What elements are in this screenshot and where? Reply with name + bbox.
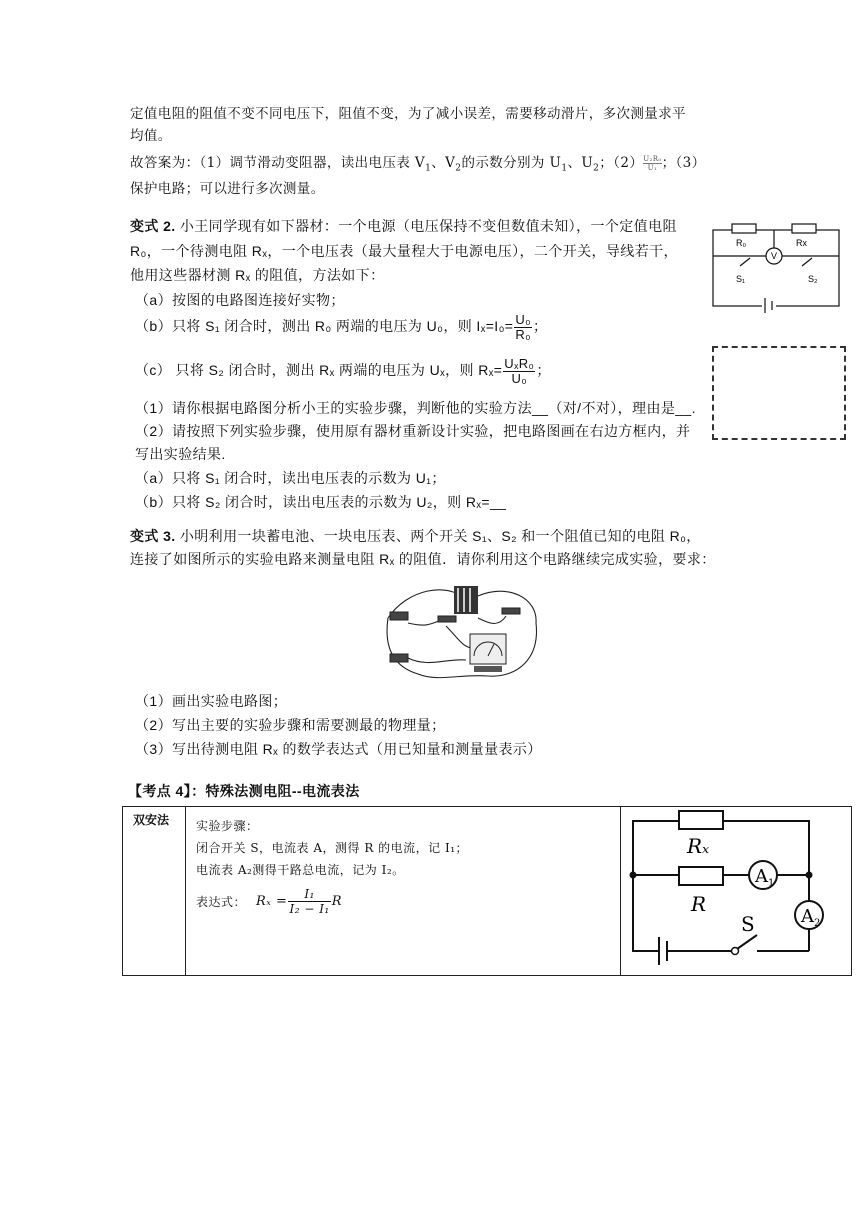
circuit-outer-wire (713, 230, 839, 306)
expr-num: I₁ (288, 887, 330, 902)
v2-label: 变式 2. (130, 218, 176, 234)
circuit-r0-label: R₀ (736, 238, 747, 248)
v3-line-2: 连接了如图所示的实验电路来测量电阻 Rₓ 的阻值．请你利用这个电路继续完成实验，要求： (130, 551, 716, 567)
v2-line-3: 他用这些器材测 Rₓ 的阻值，方法如下： (130, 267, 385, 283)
rx-label: Rₓ (687, 834, 710, 858)
wire-7 (408, 658, 466, 663)
answer-text-e: ；（2） (599, 155, 644, 171)
circuit-rx-label: Rx (796, 238, 807, 248)
step-title: 实验步骤： (196, 819, 259, 833)
r-label: R (691, 892, 707, 916)
k4-method-table (122, 806, 852, 976)
switch-pivot (732, 948, 739, 955)
rx-resistor-icon (502, 608, 520, 614)
v2-line-2: R₀，一个待测电阻 Rₓ，一个电压表（最大量程大于电源电压），二个开关，导线若干， (130, 243, 678, 259)
v2-q2b: 写出实验结果. (135, 446, 226, 462)
switch-s1-icon (390, 612, 408, 620)
v2-q1: （1）请你根据电路图分析小王的实验步骤，判断他的实验方法__（对/不对），理由是__. (135, 400, 696, 416)
answer-sub-2: 2 (455, 163, 462, 174)
r0-resistor-icon (438, 616, 456, 622)
expr-fraction (288, 887, 330, 916)
v2-l1: 小王同学现有如下器材：一个电源（电压保持不变但数值未知），一个定值电阻 (175, 218, 677, 234)
wire-5 (478, 616, 506, 623)
v2-sa: （a）只将 S₁ 闭合时，读出电压表的示数为 U₁； (135, 470, 446, 486)
expr-rhs: R (331, 893, 343, 909)
answer-sub-3: 1 (561, 163, 568, 174)
wire-3 (387, 618, 536, 678)
v3-l1: 小明利用一块蓄电池、一块电压表、两个开关 S₁、S₂ 和一个阻值已知的电阻 R₀， (175, 528, 701, 544)
junction-right (806, 872, 813, 879)
v2-b-post: ； (532, 318, 548, 334)
expr-den: I₂ − I₁ (289, 902, 330, 916)
intro-line-2: 均值。 (130, 128, 172, 144)
rx-resistor (679, 811, 723, 829)
v3-apparatus-sketch (378, 578, 548, 686)
table-row (123, 807, 852, 976)
answer-sub-4: 2 (593, 163, 600, 174)
v2-b-num: U₀ (515, 311, 531, 327)
k4-heading: 【考点 4】：特殊法测电阻--电流表法 (128, 783, 360, 799)
v2-b-pre: （b）只将 S₁ 闭合时，测出 R₀ 两端的电压为 U₀，则 Iₓ=I₀= (135, 318, 514, 334)
v2-circuit-diagram (710, 222, 842, 314)
answer-sub-1: 1 (425, 163, 432, 174)
intro-line-4: 保护电路；可以进行多次测量。 (130, 181, 325, 197)
v2-q2a: （2）请按照下列实验步骤，使用原有器材重新设计实验，把电路图画在右边方框内，并 (135, 423, 691, 439)
expr-lhs: Rₓ = (256, 893, 288, 909)
v2-c-pre: （c） 只将 S₂ 闭合时，测出 Rₓ 两端的电压为 Uₓ，则 Rₓ= (135, 362, 503, 378)
answer-text-b: 、V (431, 155, 456, 171)
r-resistor (679, 867, 723, 885)
v2-c-num: UₓR₀ (504, 355, 535, 371)
expr-label: 表达式： (196, 894, 247, 909)
battery-icon (454, 586, 478, 614)
a2-label: $A_2$ (801, 906, 821, 929)
v2-step-b (135, 312, 735, 342)
switch-s1-icon (740, 258, 750, 266)
answer-fraction (643, 155, 661, 172)
answer-text-c: 的示数分别为 U (461, 155, 562, 171)
s-label: S (741, 912, 755, 936)
v3-req-3: （3）写出待测电阻 Rₓ 的数学表达式（用已知量和测量量表示） (135, 741, 542, 757)
wire-2 (478, 591, 536, 623)
wire-6 (446, 626, 473, 648)
switch-s2-icon (802, 258, 812, 266)
v2-step-a: （a）按图的电路图连接好实物； (135, 292, 345, 308)
v3-req-2: （2）写出主要的实验步骤和需要测最的物理量； (135, 717, 446, 733)
switch-s-icon (737, 935, 757, 949)
answer-text-d: 、U (567, 155, 594, 171)
v2-c-den: U₀ (511, 370, 528, 386)
method-cell (123, 807, 186, 976)
v2-c-fraction (503, 357, 535, 386)
rx-resistor (792, 224, 816, 233)
circuit-s2-label: S₂ (808, 274, 818, 284)
voltmeter-icon (470, 634, 506, 672)
v3-req-1: （1）画出实验电路图； (135, 693, 288, 709)
v2-step-c (135, 356, 735, 386)
circuit-v-label: V (771, 251, 778, 261)
a1-label: $A_1$ (755, 866, 775, 889)
step-1: 闭合开关 S，电流表 A，测得 R 的电流，记 I₁； (196, 841, 469, 855)
answer-text-f: ；（3） (661, 155, 706, 171)
method-name: 双安法 (133, 813, 170, 827)
r0-resistor (732, 224, 756, 233)
circuit-s1-label: S₁ (736, 274, 746, 284)
expression-row (196, 887, 620, 916)
steps-cell (186, 807, 621, 976)
answer-frac-num: U₂R₀ (643, 155, 662, 163)
answer-drawing-box (712, 346, 846, 440)
answer-line (130, 152, 730, 180)
left-wire (633, 875, 659, 951)
v3-label: 变式 3. (130, 528, 176, 544)
k4-circuit-diagram (621, 807, 851, 971)
v2-line-1 (130, 215, 720, 237)
intro-line-1: 定值电阻的阻值不变不同电压下，阻值不变，为了减小误差，需要移动滑片，多次测量求平 (130, 106, 686, 122)
answer-text-a: 故答案为：（1）调节滑动变阻器，读出电压表 V (130, 155, 426, 171)
v3-line-1 (130, 525, 730, 547)
v2-c-post: ； (536, 362, 551, 378)
v2-sb: （b）只将 S₂ 闭合时，读出电压表的示数为 U₂，则 Rₓ=__ (135, 494, 507, 510)
step-2: 电流表 A₂测得干路总电流，记为 I₂。 (196, 863, 405, 877)
circuit-cell (621, 807, 852, 976)
junction-left (630, 872, 637, 879)
v2-b-den: R₀ (515, 326, 531, 342)
switch-s2-icon (390, 654, 408, 662)
v2-b-fraction (514, 313, 532, 342)
answer-frac-den: U₁ (647, 164, 658, 172)
